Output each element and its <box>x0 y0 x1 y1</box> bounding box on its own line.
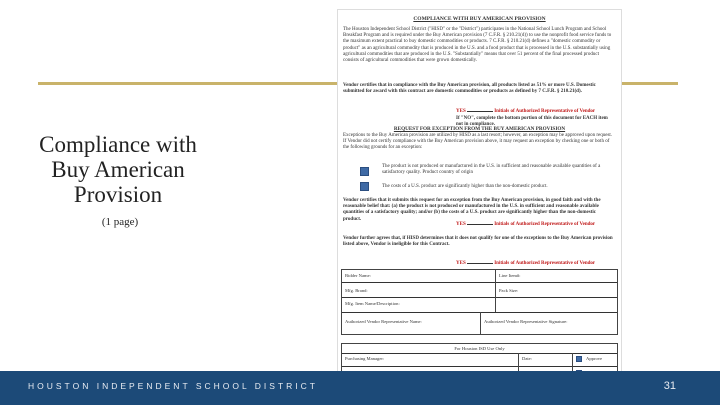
slide-title: Compliance with Buy American Provision <box>39 132 197 207</box>
initials-row-2 <box>456 222 616 228</box>
auth-name-field[interactable]: Authorized Vendor Representative Name: <box>345 319 422 324</box>
initials-blank[interactable] <box>467 224 493 225</box>
line-item-field[interactable]: Line Item#: <box>499 273 521 278</box>
yes-label: YES <box>456 222 466 227</box>
yes-label: YES <box>456 261 466 266</box>
if-no-note: If "NO", complete the bottom portion of this document for EACH item not in compliance. <box>456 116 608 128</box>
auth-signature-field[interactable]: Authorized Vendor Representative Signature: <box>484 319 568 324</box>
initials-blank[interactable] <box>467 111 493 112</box>
footer-bar <box>0 371 720 405</box>
certification-paragraph-2: Vendor certifies that it submits this request for an exception from the Buy American provision, in good faith and with the reasonable belief that: (a) the product is not produced or manufactured in the U.S. in sufficient and reasonable available quantities of a satisfactory quality; and/or (b) the costs of a U.S. product are significantly higher than the non-domestic product. <box>343 198 601 222</box>
initials-label: Initials of Authorized Representative of Vendor <box>494 222 596 227</box>
bidder-name-field[interactable]: Bidder Name: <box>345 273 371 278</box>
yes-label: YES <box>456 109 466 114</box>
option1-checkbox[interactable] <box>360 167 369 176</box>
pack-size-field[interactable]: Pack Size: <box>499 288 519 293</box>
hisd-box-title: For Houston ISD Use Only <box>454 346 505 351</box>
purchasing-manager-field[interactable]: Purchasing Manager: <box>345 356 385 361</box>
mfg-item-field[interactable]: Mfg. Item Name/Description: <box>345 301 400 306</box>
certification-paragraph-1: Vendor certifies that in compliance with the Buy American provision, all products listed as 51% or more U.S. Domestic submitted for award with this contract are domestic commodities or products as defined by 7 C.F.R. § 210.21(d). <box>343 83 596 95</box>
mfg-brand-field[interactable]: Mfg. Brand: <box>345 288 368 293</box>
approve-label: Approve <box>586 356 603 361</box>
approve-checkbox[interactable] <box>576 356 582 362</box>
exception-intro: Exceptions to the Buy American provision are utilized by HISD as a last resort; however, an exception may be approved upon request. If Vendor did not certify compliance with the Buy American provision above, it may request an exception by checking one or both of the following grounds for an exception: <box>343 133 613 151</box>
hisd-date-field[interactable]: Date: <box>522 356 532 361</box>
vendor-info-table <box>341 269 618 335</box>
initials-label: Initials of Authorized Representative of Vendor <box>494 261 596 266</box>
option1-text: The product is not produced or manufactured in the U.S. in sufficient and reasonable available quantities of a satisfactory quality. Product country of origin <box>382 164 601 176</box>
slide-page-number: 31 <box>663 380 676 392</box>
initials-row-1 <box>456 109 616 115</box>
intro-paragraph: The Houston Independent School District ("HISD" or the "District") participates in the National School Lunch Program and School Breakfast Program and is required under the Buy American provision (7 C.F.R. § 210.21(d)) to use the nonprofit food service funds to the maximum extent practical to buy domestic commodities or products. 7 C.F.R. § 210.21(d) defines a "domestic commodity or product" as an agricultural commodity that is produced in the U.S. and a food product that is processed in the U.S. substantially using agricultural commodities that are produced in the U.S. "Substantially" means that over 51 percent of the final processed product consists of agricultural commodities that were grown domestically. <box>343 27 612 64</box>
slide-subtitle: (1 page) <box>101 216 139 228</box>
document-title: COMPLIANCE WITH BUY AMERICAN PROVISION <box>413 16 546 22</box>
document-page <box>338 10 621 382</box>
option2-text: The costs of a U.S. product are significantly higher than the non-domestic product. <box>382 184 548 189</box>
exception-section-title: REQUEST FOR EXCEPTION FROM THE BUY AMERICAN PROVISION <box>393 126 566 132</box>
footer-district-name: HOUSTON INDEPENDENT SCHOOL DISTRICT <box>28 381 318 391</box>
option2-checkbox[interactable] <box>360 182 369 191</box>
initials-label: Initials of Authorized Representative of Vendor <box>494 109 596 114</box>
certification-paragraph-3: Vendor further agrees that, if HISD determines that it does not qualify for one of the exceptions to the Buy American provision listed above, Vendor is ineligible for this Contract. <box>343 236 613 248</box>
initials-row-3 <box>456 261 616 267</box>
initials-blank[interactable] <box>467 263 493 264</box>
